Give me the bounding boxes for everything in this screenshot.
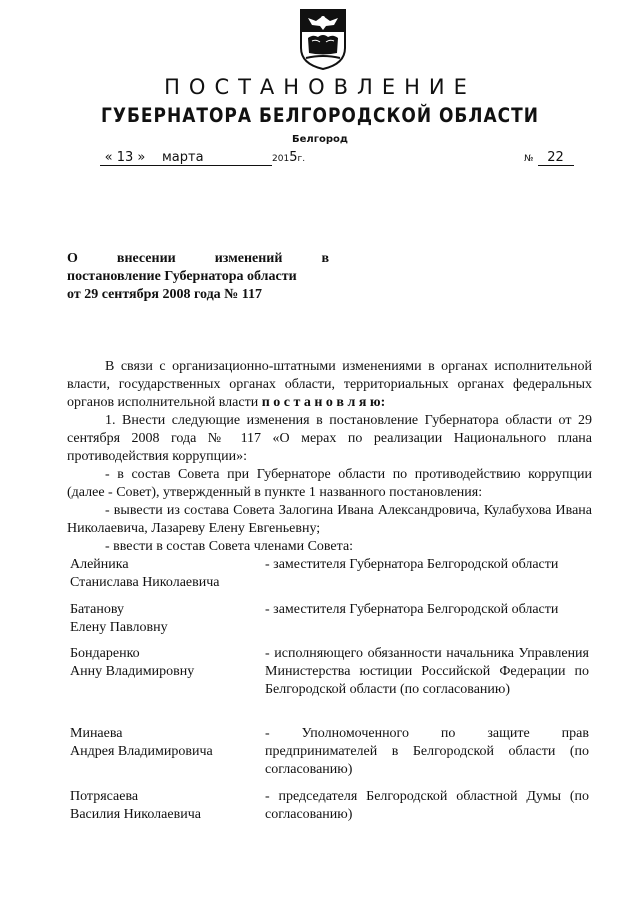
date-day: 13 (116, 150, 134, 165)
member-name: Минаева Андрея Владимировича (70, 726, 213, 759)
document-number (524, 150, 574, 166)
number-value: 22 (538, 150, 574, 166)
paragraph-preamble (67, 358, 592, 412)
heading-word: изменений (214, 251, 283, 266)
document-heading (67, 250, 329, 304)
member-name: Бондаренко Анну Владимировну (70, 646, 195, 679)
member-role: - исполняющего обязанности начальника Управления Министерства юстиции Российской Федерации по Белгородской области (по согласованию) (265, 646, 589, 697)
date-year-suffix: г. (297, 154, 306, 164)
member-role: - председателя Белгородской областной Думы (по согласованию) (265, 789, 589, 822)
member-name: Батанову Елену Павловну (70, 602, 168, 635)
heading-word: в (321, 251, 329, 266)
city-name: Белгород (292, 134, 348, 145)
heading-word: О (67, 251, 78, 266)
date-open-quote: « (104, 150, 113, 165)
heading-word: внесении (116, 251, 176, 266)
preamble-text: В связи с организационно-штатными изменениями в органах исполнительной власти, государственных органах области, территориальных органах федеральных органов исполнительной власти (67, 359, 592, 410)
date-month: марта (150, 150, 272, 166)
number-label: № (524, 154, 534, 164)
member-role: - заместителя Губернатора Белгородской области (265, 557, 559, 572)
document-date (100, 150, 305, 166)
paragraph-add: - ввести в состав Совета членами Совета: (105, 539, 354, 554)
member-role: - заместителя Губернатора Белгородской области (265, 602, 559, 617)
paragraph-remove: - вывести из состава Совета Залогина Ивана Александровича, Кулабухова Ивана Николаевича, Лазареву Елену Евгеньевну; (67, 503, 592, 536)
document-subtitle: ГУБЕРНАТОРА БЕЛГОРОДСКОЙ ОБЛАСТИ (101, 104, 539, 128)
coat-of-arms-icon (298, 8, 348, 70)
preamble-resolve: п о с т а н о в л я ю: (261, 395, 386, 410)
document-title: ПОСТАНОВЛЕНИЕ (164, 75, 476, 99)
date-year-prefix: 201 (272, 154, 290, 164)
paragraph-council: - в состав Совета при Губернаторе области по противодействию коррупции (далее - Совет), утвержденный в пункте 1 названного постановления: (67, 467, 592, 500)
member-name: Алейника Станислава Николаевича (70, 557, 220, 590)
heading-line: постановление Губернатора области (67, 269, 297, 284)
heading-line: от 29 сентября 2008 года № 117 (67, 287, 262, 302)
member-role: - Уполномоченного по защите прав предпринимателей в Белгородской области (по согласованию) (265, 726, 589, 777)
date-year-digit: 5 (289, 150, 298, 165)
date-close-quote: » (137, 150, 146, 165)
paragraph-item-1: 1. Внести следующие изменения в постановление Губернатора области от 29 сентября 2008 года № 117 «О мерах по реализации Национального плана противодействия коррупции»: (67, 413, 592, 464)
member-name: Потрясаева Василия Николаевича (70, 789, 201, 822)
